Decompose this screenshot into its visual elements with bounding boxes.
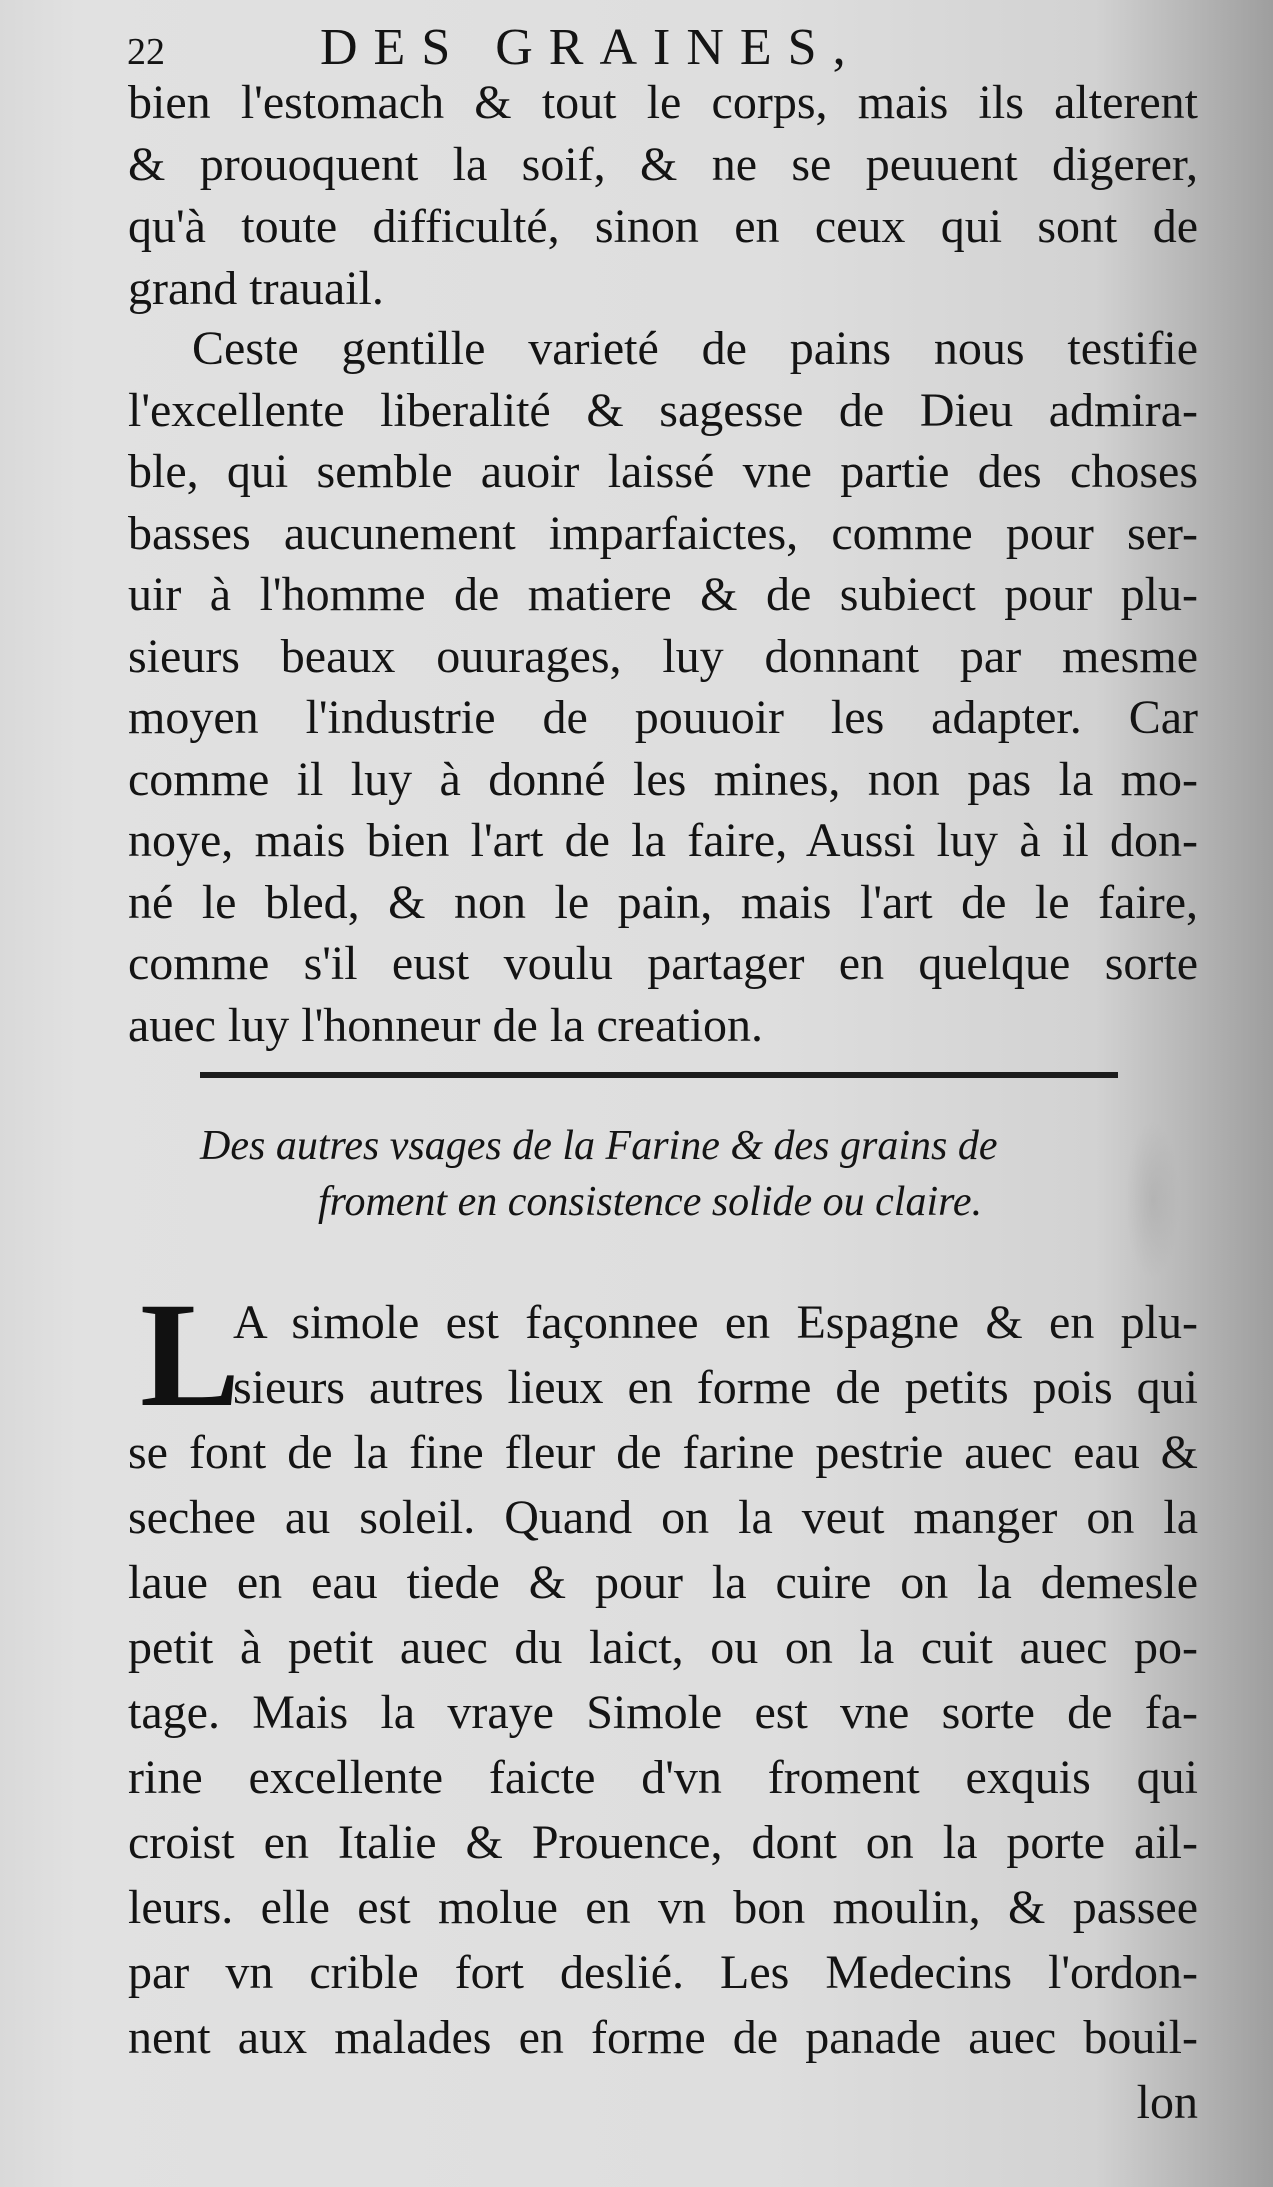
text-line: sieurs beaux ouurages, luy donnant par mesme <box>128 629 1198 683</box>
running-title: DES GRAINES, <box>320 19 862 76</box>
text-line: grand trauail. <box>128 262 384 315</box>
text-line: & prouoquent la soif, & ne se peuuent digerer, <box>128 138 1198 191</box>
text-line: qu'à toute difficulté, sinon en ceux qui sont de <box>128 200 1198 253</box>
section-heading-line: froment en consistence solide ou claire. <box>318 1179 983 1225</box>
catchword: lon <box>1136 2076 1198 2129</box>
text-line: croist en Italie & Prouence, dont on la porte ail- <box>128 1816 1198 1869</box>
text-line: l'excellente liberalité & sagesse de Dieu admira- <box>128 383 1198 437</box>
text-line: uir à l'homme de matiere & de subiect pour plu- <box>128 568 1198 621</box>
text-line: sieurs autres lieux en forme de petits pois qui <box>233 1361 1198 1414</box>
text-line: comme il luy à donné les mines, non pas la mo- <box>128 752 1198 806</box>
paper-stain <box>1125 1120 1180 1280</box>
text-line: comme s'il eust voulu partager en quelque sorte <box>128 937 1198 990</box>
text-line: laue en eau tiede & pour la cuire on la demesle <box>128 1556 1198 1609</box>
text-line: Ceste gentille varieté de pains nous testifie <box>192 322 1198 375</box>
page-header <box>125 18 1185 76</box>
paragraph-continuation <box>128 72 1198 320</box>
paragraph-variety-of-breads <box>128 318 1198 1056</box>
text-line: sechee au soleil. Quand on la veut manger on la <box>128 1491 1198 1544</box>
section-divider-rule <box>200 1072 1118 1078</box>
section-heading-line: Des autres vsages de la Farine & des grains de <box>200 1123 998 1169</box>
drop-cap-letter: L <box>140 1272 241 1438</box>
text-line: né le bled, & non le pain, mais l'art de le faire, <box>128 875 1198 929</box>
text-line: se font de la fine fleur de farine pestrie auec eau & <box>128 1426 1198 1479</box>
text-line: noye, mais bien l'art de la faire, Aussi luy à il don- <box>128 814 1198 867</box>
text-line: auec luy l'honneur de la creation. <box>128 998 764 1052</box>
page-number: 22 <box>127 31 165 73</box>
paragraph-simole <box>128 1272 1198 2135</box>
text-line: nent aux malades en forme de panade auec bouil- <box>128 2011 1198 2064</box>
text-line: par vn crible fort deslié. Les Medecins l'ordon- <box>128 1946 1198 1999</box>
text-line: basses aucunement imparfaictes, comme pour ser- <box>128 506 1198 560</box>
text-line: tage. Mais la vraye Simole est vne sorte de fa- <box>128 1686 1198 1739</box>
text-line: moyen l'industrie de pouuoir les adapter. Car <box>128 691 1198 744</box>
section-heading <box>200 1118 1140 1230</box>
text-line: leurs. elle est molue en vn bon moulin, & passee <box>128 1881 1198 1934</box>
text-line: petit à petit auec du laict, ou on la cuit auec po- <box>128 1621 1198 1674</box>
text-line: ble, qui semble auoir laissé vne partie des choses <box>128 445 1198 498</box>
text-line: bien l'estomach & tout le corps, mais ils alterent <box>128 76 1198 129</box>
text-line: rine excellente faicte d'vn froment exquis qui <box>128 1751 1198 1804</box>
text-line: A simole est façonnee en Espagne & en plu- <box>233 1296 1198 1349</box>
